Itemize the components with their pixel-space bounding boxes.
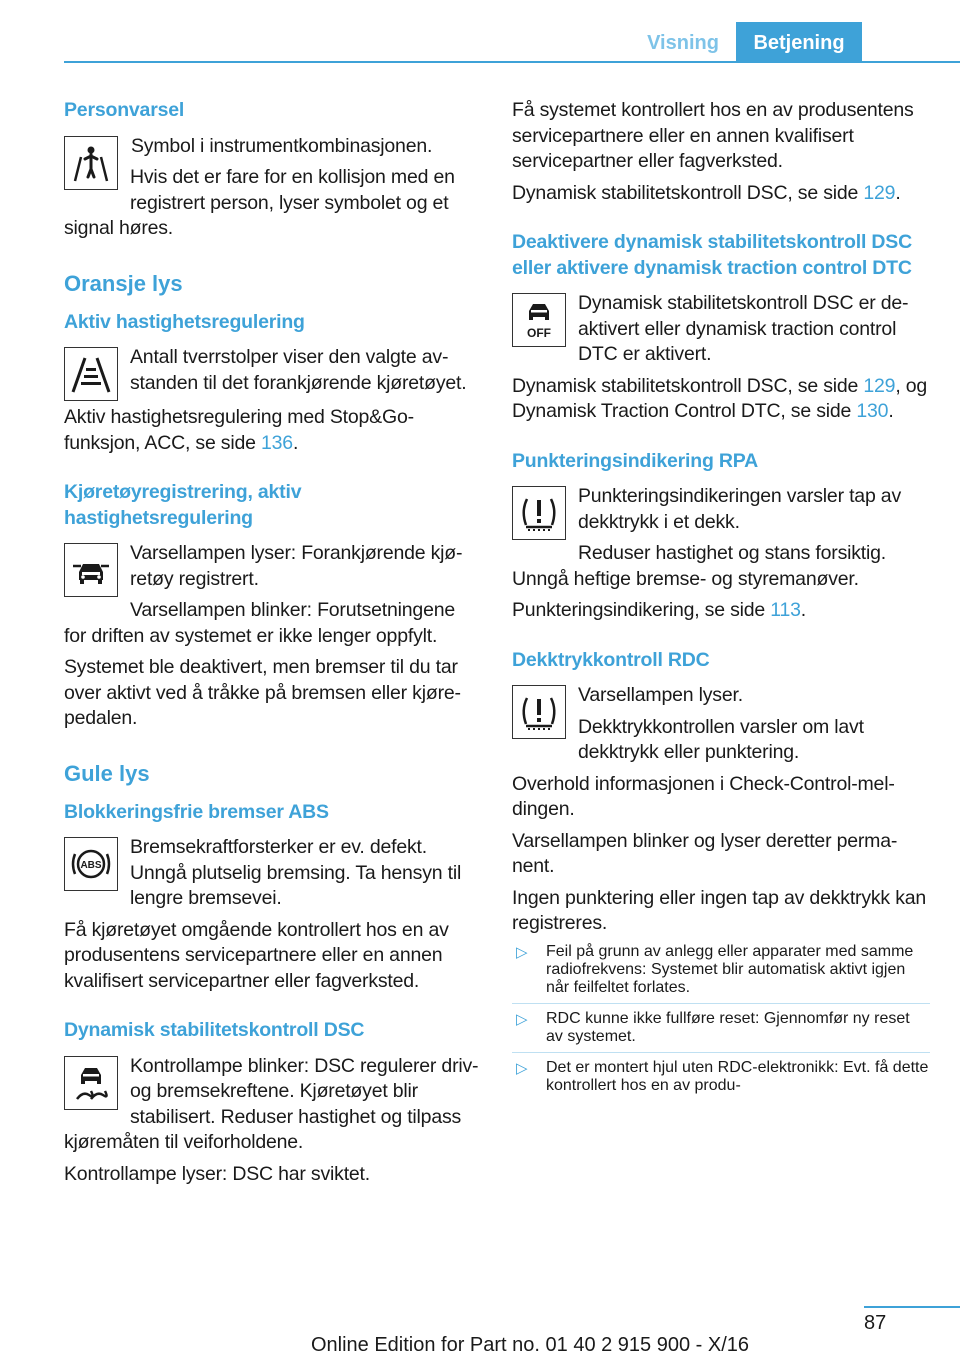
list-item bbox=[512, 1010, 930, 1046]
distance-bars-icon bbox=[64, 347, 118, 401]
abs-text-1: Bremsekraftforsterker er ev. defekt. Unngå plutselig bremsing. Ta hensyn til lengre bremsevei. bbox=[130, 836, 462, 909]
footer-rule bbox=[864, 1306, 960, 1308]
divider bbox=[512, 1003, 930, 1004]
bullet-text: Feil på grunn av anlegg eller apparater med samme radiofrekvens: Systemet blir automatisk aktivt igjen når feilfeltet forlates. bbox=[546, 942, 914, 996]
header-rule bbox=[64, 61, 960, 63]
triangle-bullet-icon: ▷ bbox=[516, 1059, 528, 1077]
list-item bbox=[512, 1059, 930, 1095]
tire-pressure-icon bbox=[512, 486, 566, 540]
rdc-text-3: Overhold informasjonen i Check-Control-meldingen. bbox=[512, 772, 895, 820]
section-title-aktiv: Aktiv hastighetsregulering bbox=[64, 310, 305, 333]
page-link-130[interactable]: 130 bbox=[856, 400, 889, 422]
dsc-cont-text-1: Få systemet kontrollert hos en av produsentens servicepartnere eller en annen kvalifisert servicepartner eller fagverksted. bbox=[512, 99, 914, 172]
section-title-kjoretoy: Kjøretøyregistrering, aktiv hastighetsregulering bbox=[64, 481, 302, 529]
svg-text:ABS: ABS bbox=[80, 860, 102, 871]
aktiv-text-2 bbox=[64, 405, 482, 456]
bullet-text: Det er montert hjul uten RDC-elektronikk: Evt. få dette kontrollert hos en av produ- bbox=[546, 1058, 929, 1094]
dsc-icon bbox=[64, 1056, 118, 1110]
aktiv-text-2-pre: Aktiv hastighetsregulering med Stop&Go-funksjon, ACC, se side bbox=[64, 406, 414, 454]
dsc-text-2: Kontrollampe lyser: DSC har sviktet. bbox=[64, 1162, 370, 1185]
right-column bbox=[512, 98, 930, 1101]
deaktivere-text-2 bbox=[512, 374, 930, 425]
dsc-text-1: Kontrollampe blinker: DSC regulerer driv- og bremsekreftene. Kjøretøyet blir stabilisert. Reduser hastighet og tilpass kjøremåten til veiforholdene. bbox=[64, 1054, 479, 1153]
person-warning-icon bbox=[64, 136, 118, 190]
left-column bbox=[64, 98, 482, 1193]
section-title-personvarsel: Personvarsel bbox=[64, 99, 185, 121]
heading-gule-lys: Gule lys bbox=[64, 760, 150, 786]
deaktivere-text-2-pre: Dynamisk stabilitetskontroll DSC, se side bbox=[512, 374, 864, 397]
aktiv-text-2-post: . bbox=[292, 431, 299, 454]
dsc-cont-text-2 bbox=[512, 181, 930, 207]
page-link-136[interactable]: 136 bbox=[261, 431, 293, 454]
rdc-text-1: Varsellampen lyser. bbox=[578, 684, 743, 706]
abs-text-2: Få kjøretøyet omgående kontrollert hos en av produsentens servicepartnere eller en annen kvalifisert servicepartner eller fagverksted. bbox=[64, 918, 449, 992]
triangle-bullet-icon: ▷ bbox=[516, 943, 528, 961]
dsc-cont-text-2-pre: Dynamisk stabilitetskontroll DSC, se side bbox=[512, 181, 864, 204]
svg-text:OFF: OFF bbox=[527, 326, 551, 340]
deaktivere-text-1: Dynamisk stabilitetskontroll DSC er deaktivert eller dynamisk traction control DTC er aktivert. bbox=[578, 292, 909, 365]
header-bar bbox=[0, 0, 960, 64]
rpa-text-3 bbox=[512, 598, 930, 624]
page-link-129-b[interactable]: 129 bbox=[863, 374, 896, 397]
rpa-text-3-post: . bbox=[800, 599, 806, 621]
rdc-text-2: Dekktrykkontrollen varsler om lavt dekktrykk eller punktering. bbox=[578, 715, 864, 763]
tab-visning[interactable]: Visning bbox=[647, 32, 719, 54]
section-title-abs: Blokkeringsfrie bremser ABS bbox=[64, 800, 329, 823]
kjoretoy-text-2: Varsellampen blinker: Forutsetningene for driften av systemet er ikke lenger oppfylt. bbox=[64, 599, 456, 647]
abs-icon bbox=[64, 837, 118, 891]
personvarsel-text-1: Symbol i instrumentkombinasjonen. bbox=[131, 134, 433, 157]
heading-oransje-lys: Oransje lys bbox=[64, 270, 183, 296]
deaktivere-text-2-post: . bbox=[888, 400, 894, 422]
list-item bbox=[512, 943, 930, 997]
rpa-text-2: Reduser hastighet og stans forsiktig. Unngå heftige bremse- og styremanøver. bbox=[512, 542, 887, 590]
kjoretoy-text-1: Varsellampen lyser: Forankjørende kjøretøy registrert. bbox=[130, 542, 463, 590]
bullet-text: RDC kunne ikke fullføre reset: Gjennomfør ny reset av systemet. bbox=[546, 1009, 910, 1045]
dsc-cont-text-2-post: . bbox=[895, 181, 901, 204]
vehicle-detected-icon bbox=[64, 543, 118, 597]
page-link-129[interactable]: 129 bbox=[863, 181, 896, 204]
triangle-bullet-icon: ▷ bbox=[516, 1010, 528, 1028]
section-title-dsc: Dynamisk stabilitetskontroll DSC bbox=[64, 1019, 365, 1041]
section-title-rdc: Dekktrykkontroll RDC bbox=[512, 648, 710, 671]
rdc-text-4: Varsellampen blinker og lyser deretter permanent. bbox=[512, 829, 898, 877]
tire-pressure-icon bbox=[512, 685, 566, 739]
edition-footer: Online Edition for Part no. 01 40 2 915 900 - X/16 bbox=[310, 1334, 750, 1356]
section-title-deaktivere: Deaktivere dynamisk stabilitetskontroll DSC eller aktivere dynamisk traction control DTC bbox=[512, 231, 912, 279]
rpa-text-3-pre: Punkteringsindikering, se side bbox=[512, 599, 771, 621]
aktiv-text-1: Antall tverrstolper viser den valgte avstanden til det forankjørende kjøretøyet. bbox=[130, 346, 467, 394]
deaktivere-text-2-mid: , og Dynamisk Traction Control DTC, se side bbox=[512, 374, 928, 422]
section-title-rpa: Punkteringsindikering RPA bbox=[512, 449, 759, 472]
dsc-off-icon bbox=[512, 293, 566, 347]
page-number: 87 bbox=[864, 1312, 887, 1334]
divider bbox=[512, 1052, 930, 1053]
personvarsel-text-2: Hvis det er fare for en kollisjon med en registrert person, lyser symbolet og et signal høres. bbox=[64, 166, 455, 239]
tab-betjening[interactable]: Betjening bbox=[736, 22, 862, 62]
kjoretoy-text-3: Systemet ble deaktivert, men bremser til du tar over aktivt ved å tråkke på bremsen eller kjørepedalen. bbox=[64, 656, 462, 729]
page-link-113[interactable]: 113 bbox=[770, 599, 801, 621]
rpa-text-1: Punkteringsindikeringen varsler tap av dekktrykk i et dekk. bbox=[578, 485, 901, 533]
rdc-text-5: Ingen punktering eller ingen tap av dekktrykk kan registreres. bbox=[512, 886, 927, 934]
